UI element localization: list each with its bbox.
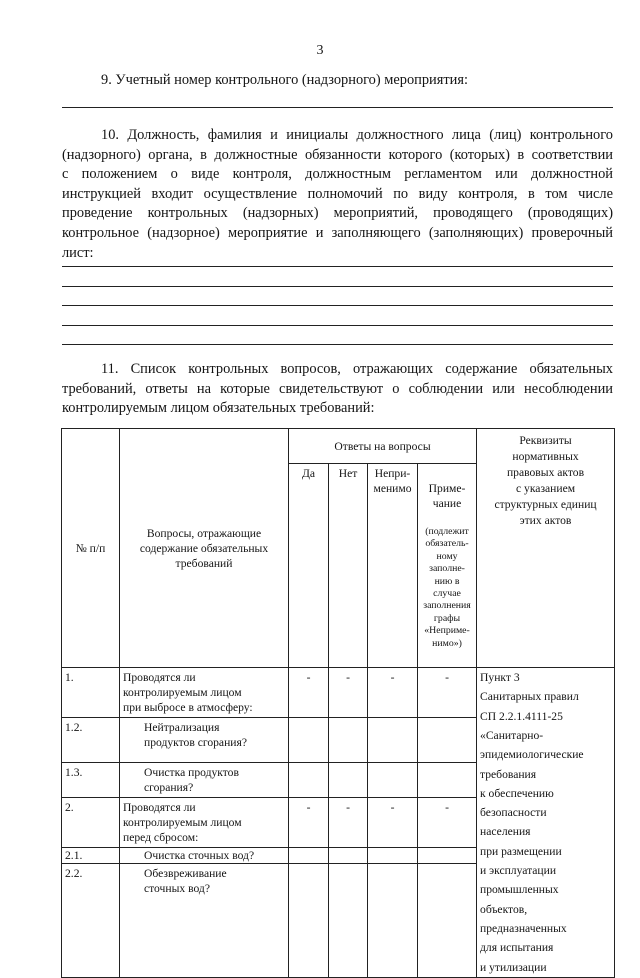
row-num: 2.1. — [62, 848, 120, 864]
row-question: Очистка продуктов сгорания? — [120, 763, 289, 798]
item10-line: проведение контрольных (надзорных) мероприятий, проводящего (проводящих) — [62, 205, 613, 222]
requisite-line: промышленных — [480, 883, 559, 897]
answer-yes-cell[interactable] — [289, 763, 329, 798]
table-row — [62, 668, 615, 718]
item10-line: с положением о виде контроля, должностным регламентом или должностной — [62, 166, 613, 183]
requisite-line: предназначенных — [480, 921, 567, 935]
answer-yes-cell[interactable]: - — [289, 668, 329, 718]
note-cell[interactable] — [418, 718, 477, 763]
answer-na-cell[interactable]: - — [368, 798, 418, 848]
page-number: 3 — [316, 43, 324, 58]
answer-no-cell[interactable] — [329, 848, 368, 864]
requisites-cell — [477, 668, 615, 978]
note-cell[interactable] — [418, 864, 477, 978]
answer-na-cell[interactable] — [368, 763, 418, 798]
header-not-applicable: Непри- менимо — [368, 464, 418, 668]
answer-no-cell[interactable] — [329, 718, 368, 763]
item10-fill-line — [62, 325, 613, 326]
requisite-line: и эксплуатации — [480, 864, 557, 878]
row-num: 1.3. — [62, 763, 120, 798]
answer-no-cell[interactable]: - — [329, 668, 368, 718]
item10-line: контрольное (надзорное) мероприятие и заполняющего (заполняющих) проверочный — [62, 224, 613, 241]
note-cell[interactable]: - — [418, 668, 477, 718]
row-question: Нейтрализация продуктов сгорания? — [120, 718, 289, 763]
item11-line: 11. Список контрольных вопросов, отражающих содержание обязательных — [101, 361, 613, 377]
item10-fill-line — [62, 305, 613, 306]
header-questions: Вопросы, отражающие содержание обязательных требований — [120, 429, 289, 668]
header-answers: Ответы на вопросы — [289, 429, 477, 464]
answer-no-cell[interactable]: - — [329, 798, 368, 848]
note-cell[interactable] — [418, 848, 477, 864]
item10-fill-line — [62, 266, 613, 267]
item11-line: контролируемым лицом обязательных требований: — [62, 400, 375, 417]
answer-na-cell[interactable]: - — [368, 668, 418, 718]
item10-line: лист: — [62, 244, 94, 261]
answer-yes-cell[interactable] — [289, 848, 329, 864]
row-num: 1.2. — [62, 718, 120, 763]
item11-paragraph — [62, 360, 613, 419]
header-note-title: Приме- чание — [428, 482, 466, 510]
answer-yes-cell[interactable]: - — [289, 798, 329, 848]
requisite-line: Санитарных правил — [480, 690, 579, 704]
answer-no-cell[interactable] — [329, 763, 368, 798]
requisite-line: при размещении — [480, 844, 562, 858]
header-yes: Да — [289, 464, 329, 668]
header-note — [418, 464, 477, 668]
requisite-line: и утилизации — [480, 960, 547, 974]
requisite-line: эпидемиологические — [480, 748, 584, 762]
item10-line: 10. Должность, фамилия и инициалы должностного лица (лиц) контрольного — [101, 127, 613, 143]
answer-na-cell[interactable] — [368, 718, 418, 763]
requisite-line: Пункт 3 — [480, 671, 520, 685]
header-note-detail: (подлежит обязатель- ному заполне- нию в случае заполнения графы «Неприме- нимо») — [423, 526, 471, 649]
item10-line: (надзорного) органа, в должностные обязанности которого (которых) в соответствии — [62, 146, 613, 163]
requisite-line: к обеспечению — [480, 786, 554, 800]
item11-line: требований, ответы на которые свидетельствуют о соблюдении или несоблюдении — [62, 380, 613, 397]
note-cell[interactable] — [418, 763, 477, 798]
header-num: № п/п — [62, 429, 120, 668]
row-num: 2. — [62, 798, 120, 848]
requisite-line: «Санитарно- — [480, 728, 544, 742]
requisite-line: СП 2.2.1.4111-25 — [480, 709, 563, 723]
row-question: Проводятся ли контролируемым лицом перед сбросом: — [120, 798, 289, 848]
row-question: Обезвреживание сточных вод? — [120, 864, 289, 978]
item9-text: 9. Учетный номер контрольного (надзорного) мероприятия: — [101, 72, 468, 88]
requisite-line: объектов, — [480, 902, 528, 916]
answer-na-cell[interactable] — [368, 848, 418, 864]
answer-yes-cell[interactable] — [289, 718, 329, 763]
answer-no-cell[interactable] — [329, 864, 368, 978]
requisite-line: населения — [480, 825, 531, 839]
item10-line: инструкцией входит осуществление полномочий по виду контроля, в том числе — [62, 185, 613, 202]
item10-fill-line — [62, 344, 613, 345]
requisite-line: для испытания — [480, 941, 554, 955]
answer-yes-cell[interactable] — [289, 864, 329, 978]
header-no: Нет — [329, 464, 368, 668]
item10-paragraph — [62, 126, 613, 263]
item9-fill-line — [62, 107, 613, 108]
requisite-line: безопасности — [480, 806, 547, 820]
header-requisites: Реквизиты нормативных правовых актов с указанием структурных единиц этих актов — [477, 429, 615, 668]
answer-na-cell[interactable] — [368, 864, 418, 978]
requisite-line: требования — [480, 767, 537, 781]
note-cell[interactable]: - — [418, 798, 477, 848]
row-question: Очистка сточных вод? — [120, 848, 289, 864]
row-num: 2.2. — [62, 864, 120, 978]
row-question: Проводятся ли контролируемым лицом при выбросе в атмосферу: — [120, 668, 289, 718]
checklist-table — [61, 428, 615, 978]
row-num: 1. — [62, 668, 120, 718]
table-header-row — [62, 429, 615, 464]
item10-fill-line — [62, 286, 613, 287]
